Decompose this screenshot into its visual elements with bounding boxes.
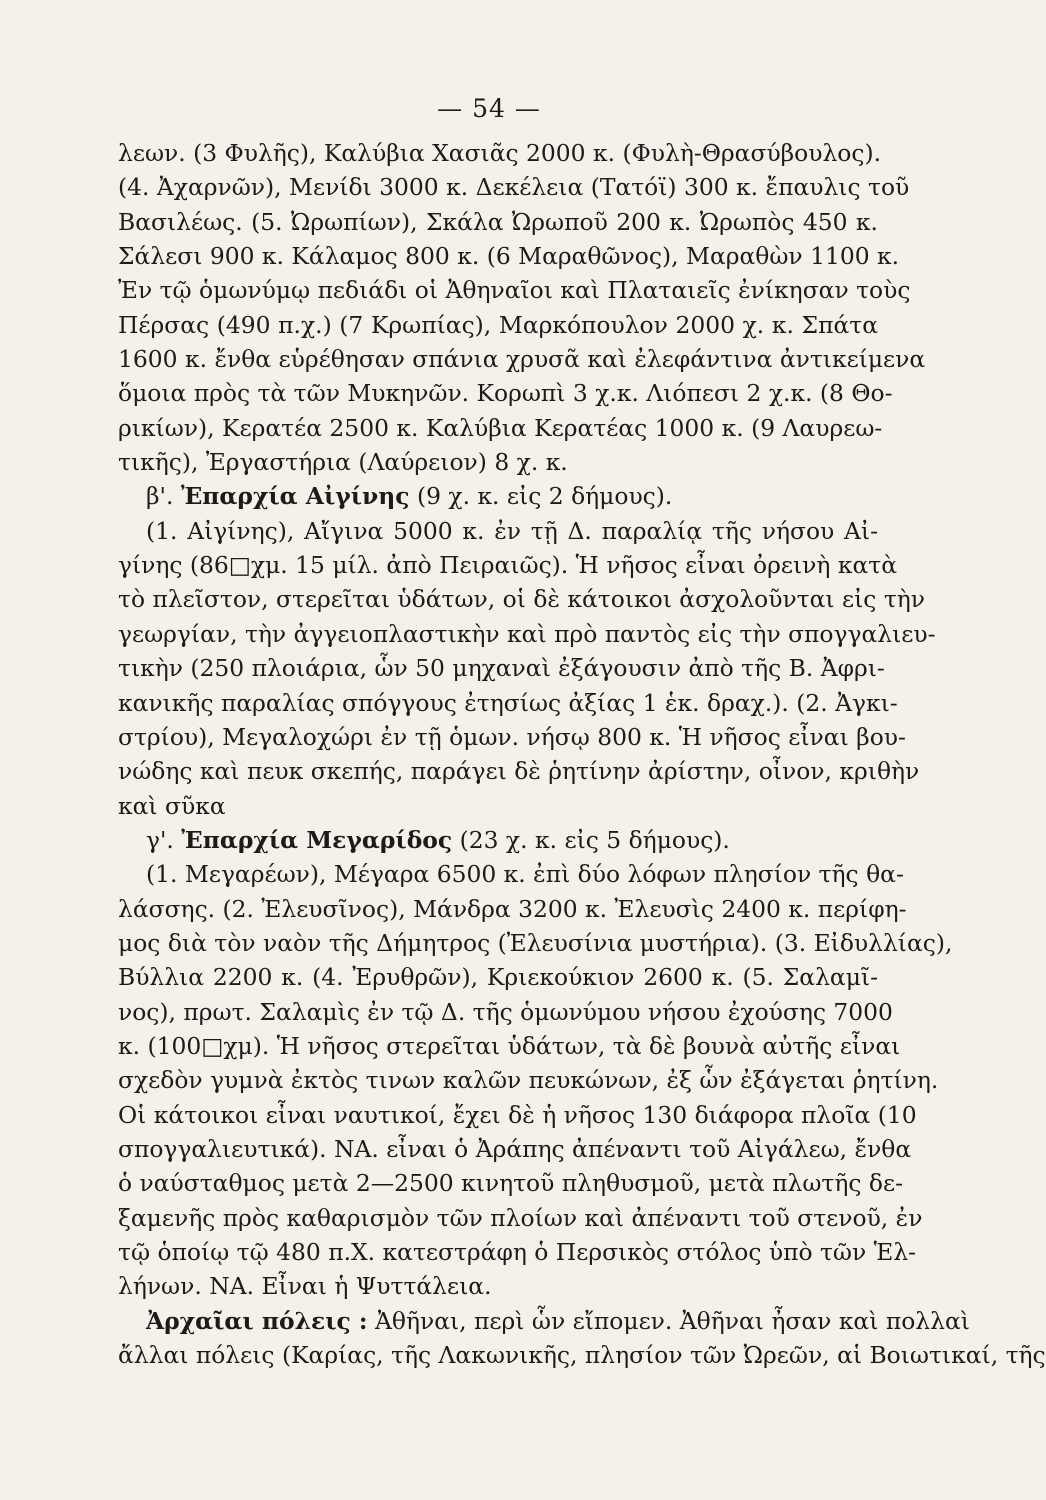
- text-line: (4. Ἀχαρνῶν), Μενίδι 3000 κ. Δεκέλεια (Τατόϊ) 300 κ. ἔπαυλις τοῦ: [118, 173, 910, 202]
- text-line: ρικίων), Κερατέα 2500 κ. Καλύβια Κερατέας 1000 κ. (9 Λαυρεω-: [118, 413, 883, 442]
- text-line: κανικῆς παραλίας σπόγγους ἐτησίως ἀξίας 1 ἑκ. δραχ.). (2. Ἀγκι-: [118, 688, 898, 717]
- text-line: σπογγαλιευτικά). ΝΑ. εἶναι ὁ Ἀράπης ἀπέναντι τοῦ Αἰγάλεω, ἔνθα: [118, 1134, 912, 1163]
- text-line: λάσσης. (2. Ἐλευσῖνος), Μάνδρα 3200 κ. Ἐλευσὶς 2400 κ. περίφη-: [118, 894, 907, 923]
- section-heading-aegina: [118, 479, 878, 513]
- heading-title: Ἐπαρχία Μεγαρίδος: [181, 825, 453, 854]
- text-line: (1. Μεγαρέων), Μέγαρα 6500 κ. ἐπὶ δύο λόφων πλησίον τῆς θα-: [146, 860, 904, 889]
- text-line: 1600 κ. ἔνθα εὑρέθησαν σπάνια χρυσᾶ καὶ ἐλεφάντινα ἀντικείμενα: [118, 345, 926, 374]
- text-line: γίνης (86□χμ. 15 μίλ. ἀπὸ Πειραιῶς). Ἡ νῆσος εἶναι ὀρεινὴ κατὰ: [118, 551, 897, 580]
- text-line: λήνων. ΝΑ. Εἶναι ἡ Ψυττάλεια.: [118, 1272, 492, 1301]
- page-number: — 54 —: [437, 94, 541, 123]
- text-line: καὶ σῦκα: [118, 791, 226, 820]
- text-line: λεων. (3 Φυλῆς), Καλύβια Χασιᾶς 2000 κ. (Φυλὴ-Θρασύβουλος).: [118, 139, 882, 167]
- heading-prefix: γ'.: [146, 825, 174, 854]
- text-line: ἄλλαι πόλεις (Καρίας, τῆς Λακωνικῆς, πλησίον τῶν Ὠρεῶν, αἱ Βοιωτικαί, τῆς: [118, 1341, 1046, 1370]
- heading-rest: (9 χ. κ. εἰς 2 δήμους).: [416, 482, 673, 511]
- text-line: ὁ ναύσταθμος μετὰ 2—2500 κινητοῦ πληθυσμοῦ, μετὰ πλωτῆς δε-: [118, 1169, 903, 1198]
- ancient-cities-lead: Ἀρχαῖαι πόλεις :: [146, 1306, 368, 1335]
- text-line: Βασιλέως. (5. Ὠρωπίων), Σκάλα Ὠρωποῦ 200 κ. Ὠρωπὸς 450 κ.: [118, 207, 878, 236]
- text-line: τῷ ὁποίῳ τῷ 480 π.Χ. κατεστράφη ὁ Περσικὸς στόλος ὑπὸ τῶν Ἑλ-: [118, 1238, 917, 1266]
- text-line: τικῆς), Ἐργαστήρια (Λαύρειον) 8 χ. κ.: [118, 448, 568, 477]
- text-line: (1. Αἰγίνης), Αἴγινα 5000 κ. ἐν τῇ Δ. παραλίᾳ τῆς νήσου Αἰ-: [146, 516, 878, 545]
- page-body: [118, 136, 1046, 1372]
- section-heading-megaris: [118, 823, 878, 857]
- heading-title: Ἐπαρχία Αἰγίνης: [180, 482, 410, 511]
- text-line: κ. (100□χμ). Ἡ νῆσος στερεῖται ὑδάτων, τὰ δὲ βουνὰ αὐτῆς εἶναι: [118, 1031, 901, 1060]
- text-line: Σάλεσι 900 κ. Κάλαμος 800 κ. (6 Μαραθῶνος), Μαραθὼν 1100 κ.: [118, 242, 900, 271]
- text-line: Πέρσας (490 π.χ.) (7 Κρωπίας), Μαρκόπουλον 2000 χ. κ. Σπάτα: [118, 310, 878, 339]
- text-line: τὸ πλεῖστον, στερεῖται ὑδάτων, οἱ δὲ κάτοικοι ἀσχολοῦνται εἰς τὴν: [118, 585, 926, 614]
- text-line: Ἐν τῷ ὁμωνύμῳ πεδιάδι οἱ Ἀθηναῖοι καὶ Πλαταιεῖς ἐνίκησαν τοὺς: [118, 276, 911, 305]
- heading-prefix: β'.: [146, 482, 174, 511]
- text-line: νώδης καὶ πευκ σκεπής, παράγει δὲ ῥητίνην ἀρίστην, οἶνον, κριθὴν: [118, 757, 920, 786]
- text-line: ξαμενῆς πρὸς καθαρισμὸν τῶν πλοίων καὶ ἀπέναντι τοῦ στενοῦ, ἐν: [118, 1203, 923, 1232]
- text-line: σχεδὸν γυμνὰ ἐκτὸς τινων καλῶν πευκώνων, ἐξ ὧν ἐξάγεται ῥητίνη.: [118, 1066, 939, 1095]
- heading-rest: (23 χ. κ. εἰς 5 δήμους).: [459, 825, 730, 854]
- text-line: Οἱ κάτοικοι εἶναι ναυτικοί, ἔχει δὲ ἡ νῆσος 130 διάφορα πλοῖα (10: [118, 1100, 917, 1129]
- text-line: τικὴν (250 πλοιάρια, ὧν 50 μηχαναὶ ἐξάγουσιν ἀπὸ τῆς Β. Ἀφρι-: [118, 654, 885, 683]
- text-line: στρίου), Μεγαλοχώρι ἐν τῇ ὁμων. νήσῳ 800 κ. Ἡ νῆσος εἶναι βου-: [118, 722, 906, 751]
- text-line: μος διὰ τὸν ναὸν τῆς Δήμητρος (Ἐλευσίνια μυστήρια). (3. Εἰδυλλίας),: [118, 928, 953, 957]
- ancient-cities-paragraph: [118, 1304, 970, 1338]
- text-run: Ἀθῆναι, περὶ ὧν εἴπομεν. Ἀθῆναι ἦσαν καὶ πολλαὶ: [375, 1306, 970, 1335]
- text-line: Βύλλια 2200 κ. (4. Ἐρυθρῶν), Κριεκούκιον 2600 κ. (5. Σαλαμῖ-: [118, 963, 878, 992]
- text-line: νος), πρωτ. Σαλαμὶς ἐν τῷ Δ. τῆς ὁμωνύμου νήσου ἐχούσης 7000: [118, 997, 893, 1026]
- text-line: γεωργίαν, τὴν ἀγγειοπλαστικὴν καὶ πρὸ παντὸς εἰς τὴν σπογγαλιευ-: [118, 619, 936, 648]
- text-line: ὅμοια πρὸς τὰ τῶν Μυκηνῶν. Κορωπὶ 3 χ.κ. Λιόπεσι 2 χ.κ. (8 Θο-: [118, 379, 893, 408]
